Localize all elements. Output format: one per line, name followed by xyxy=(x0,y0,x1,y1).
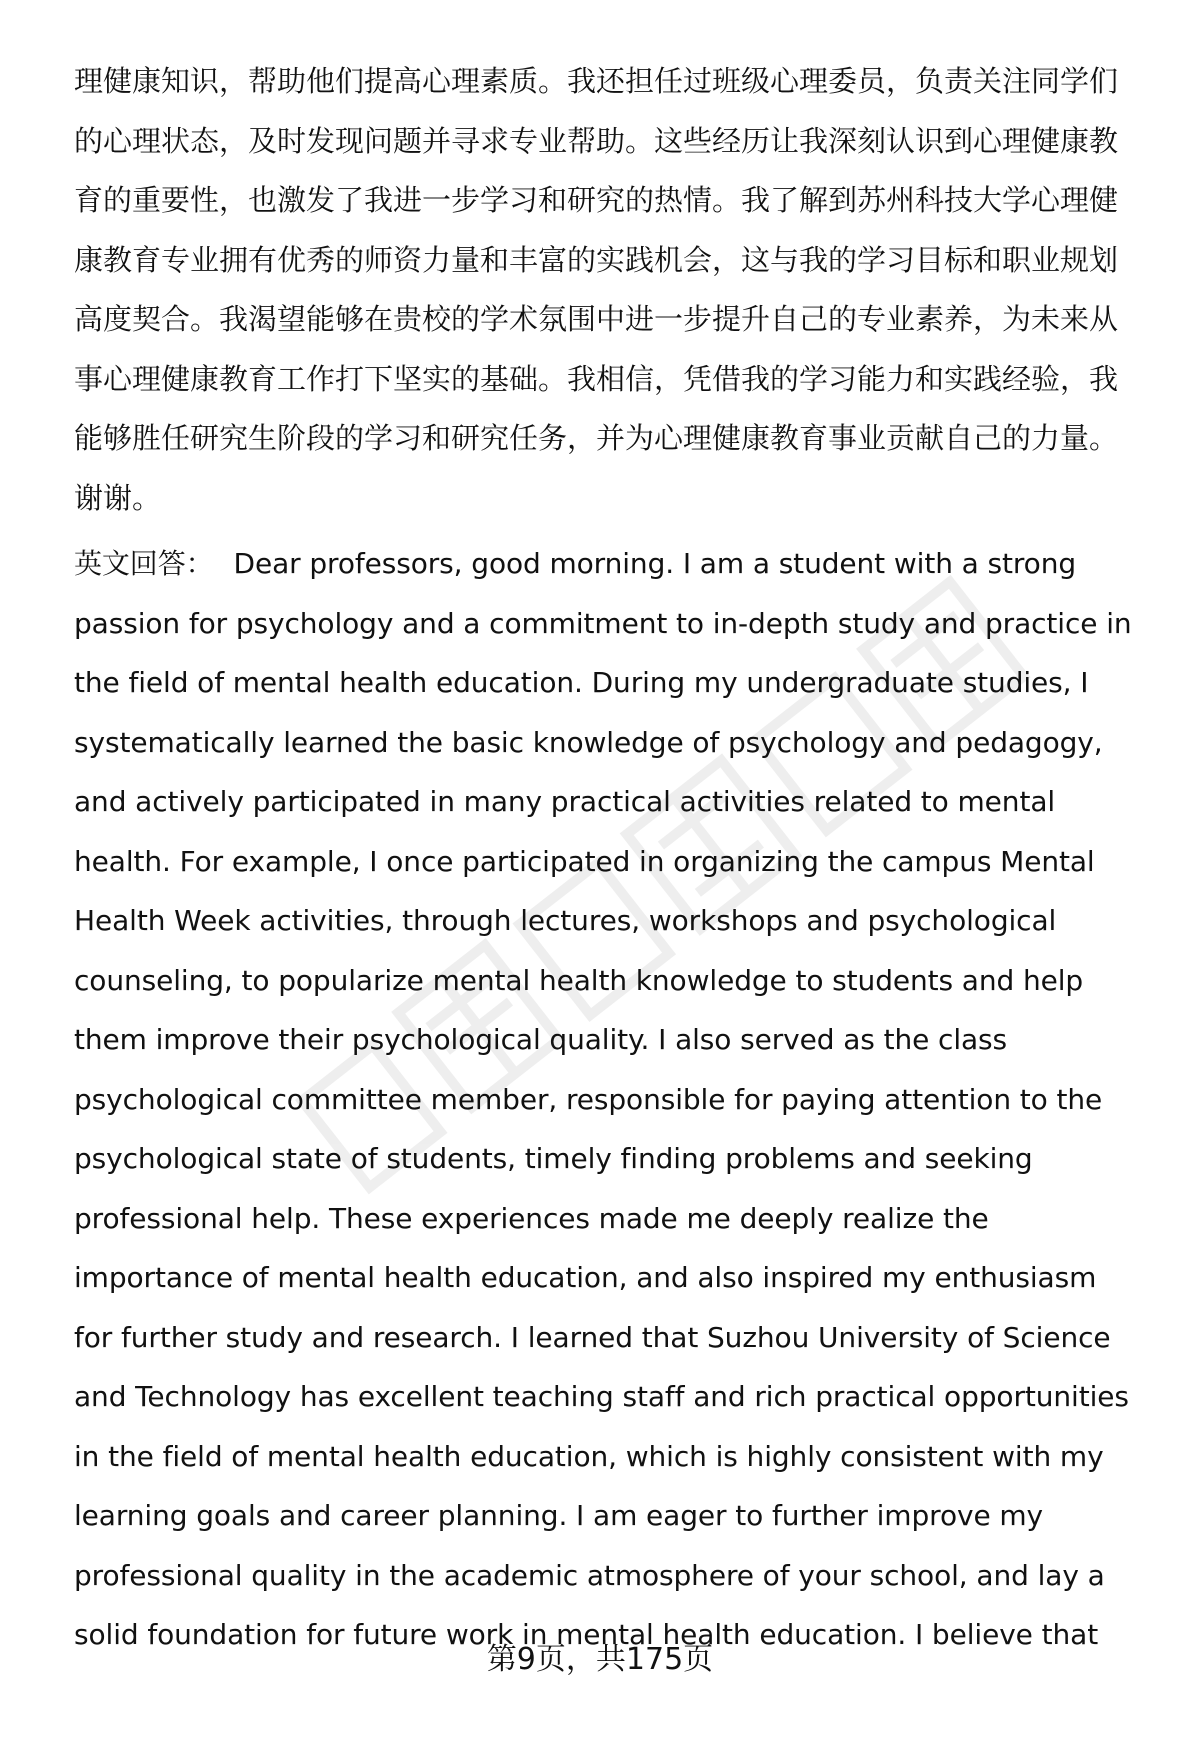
paragraph-line: 高度契合。我渴望能够在贵校的学术氛围中进一步提升自己的专业素养，为未来从 xyxy=(74,302,1119,336)
paragraph-line: in the field of mental health education, which is highly consistent with my xyxy=(74,1439,1104,1473)
paragraph-line: importance of mental health education, and also inspired my enthusiasm xyxy=(74,1261,1097,1294)
paragraph-line: 理健康知识，帮助他们提高心理素质。我还担任过班级心理委员，负责关注同学们 xyxy=(74,64,1119,98)
paragraph-line: 事心理健康教育工作打下坚实的基础。我相信，凭借我的学习能力和实践经验，我 xyxy=(74,361,1119,396)
paragraph-line: for further study and research. I learned that Suzhou University of Science xyxy=(74,1320,1111,1354)
paragraph-line: and actively participated in many practical activities related to mental xyxy=(74,785,1056,818)
paragraph-line: 康教育专业拥有优秀的师资力量和丰富的实践机会，这与我的学习目标和职业规划 xyxy=(74,242,1119,277)
paragraph-line-with-label xyxy=(74,534,1160,594)
paragraph-line: the field of mental health education. During my undergraduate studies, I xyxy=(74,666,1089,699)
paragraph-line: professional help. These experiences made me deeply realize the xyxy=(74,1201,989,1235)
paragraph-line: and Technology has excellent teaching staff and rich practical opportunities xyxy=(74,1380,1129,1413)
paragraph-line: solid foundation for future work in mental health education. I believe that xyxy=(74,1618,1099,1651)
document-body xyxy=(74,52,1160,1665)
paragraph-line: 的心理状态，及时发现问题并寻求专业帮助。这些经历让我深刻认识到心理健康教 xyxy=(74,123,1119,158)
paragraph-line: health. For example, I once participated in organizing the campus Mental xyxy=(74,844,1095,878)
paragraph-line: counseling, to popularize mental health knowledge to students and help xyxy=(74,963,1084,997)
paragraph-line: passion for psychology and a commitment to in-depth study and practice in xyxy=(74,606,1132,640)
chinese-answer-paragraph xyxy=(74,52,1160,528)
paragraph-line: 育的重要性，也激发了我进一步学习和研究的热情。我了解到苏州科技大学心理健 xyxy=(74,183,1119,217)
paragraph-line: 能够胜任研究生阶段的学习和研究任务，并为心理健康教育事业贡献自己的力量。 xyxy=(74,421,1119,455)
paragraph-line: psychological state of students, timely finding problems and seeking xyxy=(74,1142,1033,1175)
page-footer xyxy=(0,1640,1200,1680)
paragraph-line: them improve their psychological quality. I also served as the class xyxy=(74,1023,1008,1056)
paragraph-line: Health Week activities, through lectures, workshops and psychological xyxy=(74,904,1057,937)
english-answer-label: 英文回答： xyxy=(74,547,214,580)
english-answer-paragraph xyxy=(74,534,1160,1665)
paragraph-line: 谢谢。 xyxy=(74,480,162,515)
page-indicator: 第9页，共175页 xyxy=(486,1642,714,1677)
paragraph-line: professional quality in the academic atmosphere of your school, and lay a xyxy=(74,1558,1105,1592)
paragraph-line: systematically learned the basic knowledge of psychology and pedagogy, xyxy=(74,725,1103,759)
paragraph-line-text: Dear professors, good morning. I am a student with a strong xyxy=(233,547,1077,580)
paragraph-line: psychological committee member, responsible for paying attention to the xyxy=(74,1082,1103,1116)
paragraph-line: learning goals and career planning. I am eager to further improve my xyxy=(74,1499,1044,1532)
